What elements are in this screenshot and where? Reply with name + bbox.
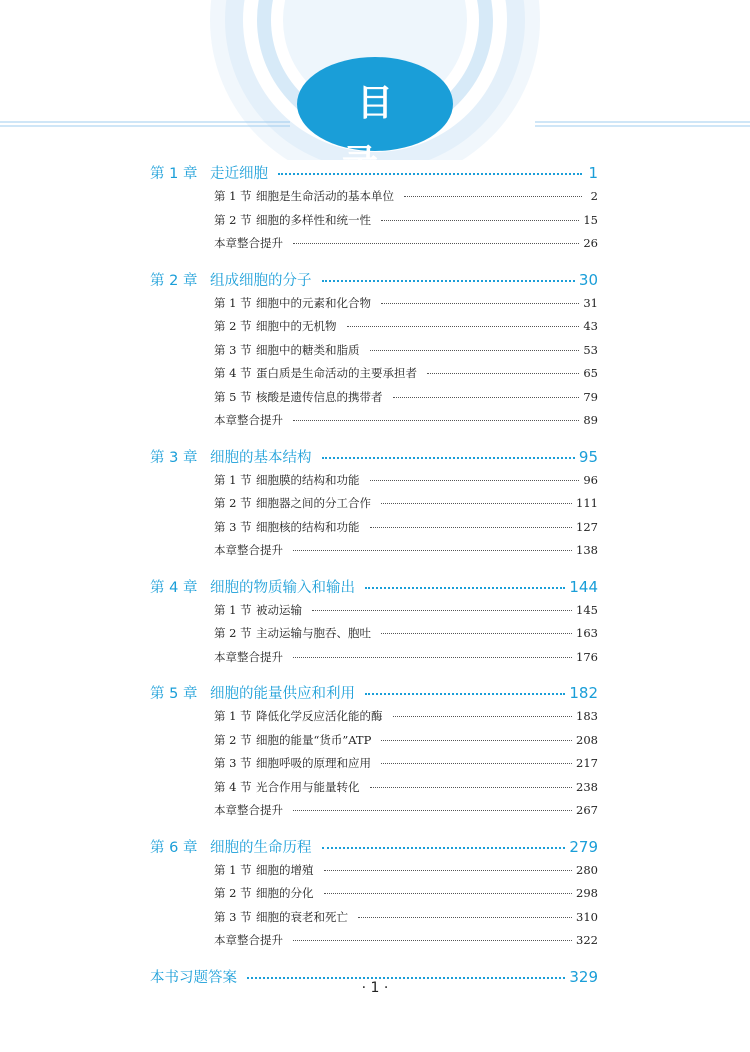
dot-leader bbox=[293, 657, 572, 658]
section-page: 176 bbox=[576, 649, 598, 664]
chapter-number: 第 1 章 bbox=[150, 166, 198, 182]
section-entry[interactable] bbox=[150, 755, 598, 779]
section-entry[interactable] bbox=[150, 495, 598, 519]
dot-leader bbox=[247, 977, 565, 979]
section-page: 310 bbox=[576, 909, 598, 924]
section-entry[interactable] bbox=[150, 412, 598, 436]
page-number: · 1 · bbox=[361, 980, 389, 996]
dot-leader bbox=[365, 587, 565, 589]
section-title: 细胞的增殖 bbox=[256, 862, 314, 877]
section-number: 第 1 节 bbox=[214, 295, 252, 310]
section-page: 267 bbox=[576, 803, 598, 817]
section-number: 第 2 节 bbox=[214, 626, 252, 640]
dot-leader bbox=[278, 173, 582, 175]
section-entry[interactable] bbox=[150, 365, 598, 389]
section-entry[interactable] bbox=[150, 625, 598, 649]
dot-leader bbox=[312, 610, 572, 611]
section-title: 细胞器之间的分工合作 bbox=[256, 496, 371, 510]
chapter-page: 95 bbox=[578, 447, 598, 466]
section-number: 第 2 节 bbox=[214, 886, 252, 900]
chapter-title: 组成细胞的分子 bbox=[210, 272, 312, 289]
section-entry[interactable] bbox=[150, 885, 598, 909]
section-number: 第 5 节 bbox=[214, 389, 252, 404]
section-number: 第 2 节 bbox=[214, 732, 252, 747]
section-page: 2 bbox=[590, 189, 598, 203]
section-title: 本章整合提升 bbox=[214, 649, 283, 664]
dot-leader bbox=[293, 550, 572, 551]
answers-title: 本书习题答案 bbox=[150, 969, 237, 986]
dot-leader bbox=[324, 870, 573, 871]
section-entry[interactable] bbox=[150, 295, 598, 319]
chapter-entry[interactable] bbox=[150, 836, 598, 862]
dot-leader bbox=[322, 457, 575, 459]
dot-leader bbox=[370, 787, 573, 788]
dot-leader bbox=[393, 397, 580, 398]
chapter-number: 第 5 章 bbox=[150, 686, 198, 702]
section-title: 光合作用与能量转化 bbox=[256, 779, 360, 794]
section-number: 第 4 节 bbox=[214, 779, 252, 794]
section-number: 第 3 节 bbox=[214, 909, 252, 924]
section-title: 本章整合提升 bbox=[214, 236, 283, 250]
dot-leader bbox=[347, 326, 580, 327]
chapter-entry[interactable] bbox=[150, 682, 598, 708]
section-title: 本章整合提升 bbox=[214, 803, 283, 817]
section-number: 第 2 节 bbox=[214, 212, 252, 227]
section-title: 细胞是生命活动的基本单位 bbox=[256, 189, 394, 203]
section-entry[interactable] bbox=[150, 235, 598, 259]
section-entry[interactable] bbox=[150, 708, 598, 732]
dot-leader bbox=[427, 373, 579, 374]
dot-leader bbox=[404, 196, 582, 197]
section-page: 127 bbox=[576, 519, 598, 534]
section-title: 细胞中的糖类和脂质 bbox=[256, 342, 360, 357]
section-page: 298 bbox=[576, 886, 598, 900]
section-entry[interactable] bbox=[150, 732, 598, 756]
section-page: 217 bbox=[576, 756, 598, 770]
section-page: 138 bbox=[576, 543, 598, 557]
section-page: 96 bbox=[583, 472, 598, 487]
chapter-number: 第 4 章 bbox=[150, 579, 198, 596]
section-entry[interactable] bbox=[150, 542, 598, 566]
dot-leader bbox=[324, 893, 573, 894]
section-page: 163 bbox=[576, 626, 598, 640]
section-title: 被动运输 bbox=[256, 602, 302, 617]
section-page: 15 bbox=[583, 212, 598, 227]
section-page: 65 bbox=[583, 366, 598, 380]
section-number: 第 1 节 bbox=[214, 472, 252, 487]
section-title: 核酸是遗传信息的携带者 bbox=[256, 389, 383, 404]
section-title: 本章整合提升 bbox=[214, 933, 283, 947]
answers-page: 329 bbox=[569, 967, 598, 986]
section-number: 第 4 节 bbox=[214, 366, 252, 380]
section-number: 第 1 节 bbox=[214, 189, 252, 203]
section-title: 细胞的多样性和统一性 bbox=[256, 212, 371, 227]
chapter-title: 细胞的基本结构 bbox=[210, 449, 312, 466]
section-entry[interactable] bbox=[150, 389, 598, 413]
dot-leader bbox=[293, 420, 579, 421]
section-entry[interactable] bbox=[150, 909, 598, 933]
section-page: 79 bbox=[583, 389, 598, 404]
dot-leader bbox=[370, 480, 580, 481]
section-title: 本章整合提升 bbox=[214, 543, 283, 557]
section-page: 111 bbox=[576, 496, 598, 510]
dot-leader bbox=[381, 633, 572, 634]
chapter-page: 1 bbox=[588, 164, 598, 182]
section-page: 322 bbox=[576, 933, 598, 947]
chapter-page: 144 bbox=[569, 577, 598, 596]
chapter-block bbox=[150, 576, 598, 673]
section-number: 第 1 节 bbox=[214, 862, 252, 877]
dot-leader bbox=[393, 716, 573, 717]
section-page: 280 bbox=[576, 862, 598, 877]
section-entry[interactable] bbox=[150, 602, 598, 626]
dot-leader bbox=[381, 740, 572, 741]
section-title: 细胞中的无机物 bbox=[256, 319, 337, 333]
section-entry[interactable] bbox=[150, 802, 598, 826]
section-number: 第 1 节 bbox=[214, 709, 252, 723]
dot-leader bbox=[365, 693, 565, 695]
chapter-block bbox=[150, 446, 598, 566]
chapter-entry[interactable] bbox=[150, 162, 598, 188]
section-title: 细胞的衰老和死亡 bbox=[256, 909, 348, 924]
chapter-title: 走近细胞 bbox=[210, 166, 268, 182]
section-title: 细胞呼吸的原理和应用 bbox=[256, 756, 371, 770]
section-entry[interactable] bbox=[150, 342, 598, 366]
dot-leader bbox=[293, 243, 579, 244]
section-entry[interactable] bbox=[150, 862, 598, 886]
chapter-block bbox=[150, 682, 598, 826]
chapter-block bbox=[150, 269, 598, 436]
dot-leader bbox=[381, 303, 579, 304]
header-stripes-right bbox=[535, 122, 750, 126]
dot-leader bbox=[381, 220, 579, 221]
section-title: 细胞核的结构和功能 bbox=[256, 519, 360, 534]
dot-leader bbox=[293, 810, 572, 811]
section-page: 43 bbox=[583, 319, 598, 333]
chapter-title: 细胞的生命历程 bbox=[210, 839, 312, 856]
dot-leader bbox=[322, 280, 575, 282]
dot-leader bbox=[370, 350, 580, 351]
section-number: 第 2 节 bbox=[214, 496, 252, 510]
dot-leader bbox=[358, 917, 572, 918]
section-number: 第 3 节 bbox=[214, 519, 252, 534]
chapter-entry[interactable] bbox=[150, 446, 598, 472]
dot-leader bbox=[370, 527, 573, 528]
section-page: 26 bbox=[583, 236, 598, 250]
section-title: 细胞的能量“货币”ATP bbox=[256, 732, 372, 747]
section-number: 第 3 节 bbox=[214, 756, 252, 770]
chapter-number: 第 2 章 bbox=[150, 272, 198, 289]
section-page: 89 bbox=[583, 413, 598, 427]
page-title: 目 录 bbox=[341, 83, 423, 184]
section-entry[interactable] bbox=[150, 188, 598, 212]
section-number: 第 3 节 bbox=[214, 342, 252, 357]
section-number: 第 1 节 bbox=[214, 602, 252, 617]
chapter-page: 279 bbox=[569, 837, 598, 856]
section-number: 第 2 节 bbox=[214, 319, 252, 333]
dot-leader bbox=[381, 763, 572, 764]
section-page: 208 bbox=[576, 732, 598, 747]
table-of-contents bbox=[150, 162, 598, 992]
chapter-number: 第 3 章 bbox=[150, 449, 198, 466]
section-title: 本章整合提升 bbox=[214, 413, 283, 427]
section-entry[interactable] bbox=[150, 519, 598, 543]
section-entry[interactable] bbox=[150, 472, 598, 496]
chapter-title: 细胞的能量供应和利用 bbox=[210, 686, 355, 702]
section-page: 53 bbox=[583, 342, 598, 357]
chapter-entry[interactable] bbox=[150, 576, 598, 602]
section-entry[interactable] bbox=[150, 649, 598, 673]
chapter-entry[interactable] bbox=[150, 269, 598, 295]
dot-leader bbox=[322, 847, 566, 849]
section-title: 降低化学反应活化能的酶 bbox=[256, 709, 383, 723]
section-title: 主动运输与胞吞、胞吐 bbox=[256, 626, 371, 640]
section-entry[interactable] bbox=[150, 212, 598, 236]
section-entry[interactable] bbox=[150, 318, 598, 342]
chapter-block bbox=[150, 836, 598, 956]
section-page: 31 bbox=[583, 295, 598, 310]
dot-leader bbox=[381, 503, 572, 504]
section-page: 238 bbox=[576, 779, 598, 794]
section-entry[interactable] bbox=[150, 932, 598, 956]
chapter-title: 细胞的物质输入和输出 bbox=[210, 579, 355, 596]
section-title: 细胞的分化 bbox=[256, 886, 314, 900]
section-entry[interactable] bbox=[150, 779, 598, 803]
dot-leader bbox=[293, 940, 572, 941]
section-title: 细胞中的元素和化合物 bbox=[256, 295, 371, 310]
section-page: 183 bbox=[576, 709, 598, 723]
section-page: 145 bbox=[576, 602, 598, 617]
chapter-block bbox=[150, 162, 598, 259]
chapter-page: 30 bbox=[578, 270, 598, 289]
section-title: 细胞膜的结构和功能 bbox=[256, 472, 360, 487]
chapter-number: 第 6 章 bbox=[150, 839, 198, 856]
section-title: 蛋白质是生命活动的主要承担者 bbox=[256, 366, 417, 380]
chapter-page: 182 bbox=[569, 684, 598, 702]
